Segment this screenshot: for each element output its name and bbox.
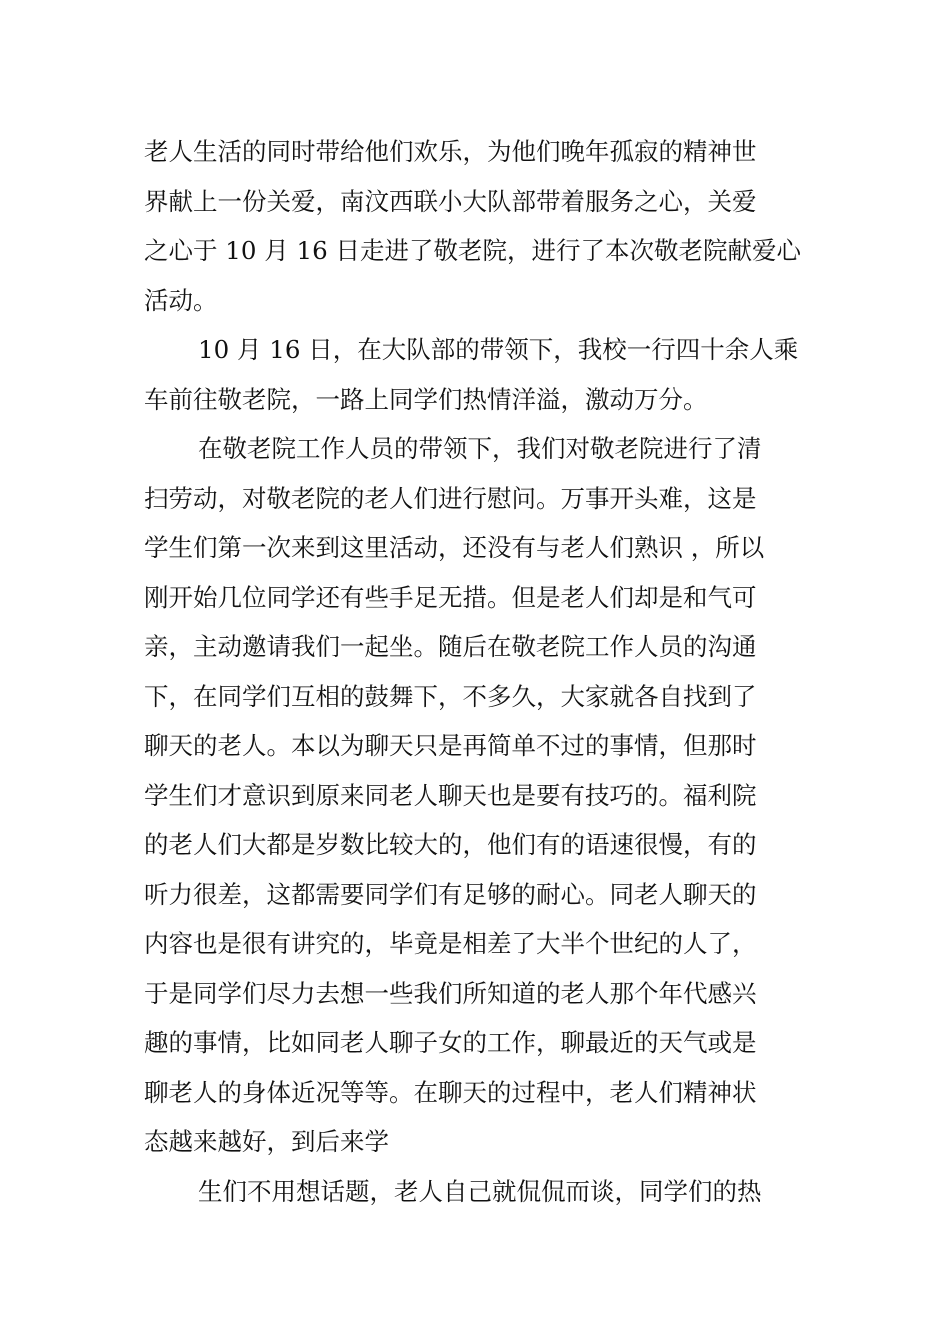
paragraph-4 — [144, 1167, 812, 1217]
text-line: 学生们第一次来到这里活动，还没有与老人们熟识 ，所以 — [144, 533, 765, 562]
text-line: 在敬老院工作人员的带领下，我们对敬老院进行了清 — [198, 434, 762, 463]
text-line: 态越来越好，到后来学 — [144, 1127, 389, 1156]
text-line: 生们不用想话题，老人自己就侃侃而谈，同学们的热 — [198, 1176, 762, 1206]
text-line: 下，在同学们互相的鼓舞下，不多久，大家就各自找到了 — [144, 681, 757, 711]
text-line: 于是同学们尽力去想一些我们所知道的老人那个年代感兴 — [144, 978, 757, 1008]
text-line: 老人生活的同时带给他们欢乐，为他们晚年孤寂的精神世 — [144, 137, 757, 166]
text-line: 听力很差，这都需要同学们有足够的耐心。同老人聊天的 — [144, 879, 757, 909]
text-line: 界献上一份关爱，南汶西联小大队部带着服务之心，关爱 — [144, 186, 757, 216]
body-text — [144, 127, 812, 1216]
text-line: 扫劳动，对敬老院的老人们进行慰问。万事开头难，这是 — [144, 483, 757, 513]
text-line: 聊天的老人。本以为聊天只是再简单不过的事情，但那时 — [144, 731, 757, 760]
text-line: 10 月 16 日，在大队部的带领下，我校一行四十余人乘 — [198, 335, 799, 364]
text-line: 之心于 10 月 16 日走进了敬老院，进行了本次敬老院献爱心 — [144, 236, 801, 265]
text-line: 车前往敬老院，一路上同学们热情洋溢，激动万分。 — [144, 384, 708, 414]
text-line: 活动。 — [144, 285, 218, 315]
text-line: 内容也是很有讲究的，毕竟是相差了大半个世纪的人了， — [144, 929, 757, 958]
text-line: 刚开始几位同学还有些手足无措。但是老人们却是和气可 — [144, 582, 757, 612]
text-line: 趣的事情，比如同老人聊子女的工作，聊最近的天气或是 — [144, 1028, 757, 1057]
text-line: 聊老人的身体近况等等。在聊天的过程中，老人们精神状 — [144, 1077, 757, 1107]
text-line: 学生们才意识到原来同老人聊天也是要有技巧的。福利院 — [144, 780, 757, 810]
paragraph-2 — [144, 325, 812, 424]
text-line: 亲，主动邀请我们一起坐。随后在敬老院工作人员的沟通 — [144, 632, 757, 661]
paragraph-1 — [144, 127, 812, 325]
paragraph-3 — [144, 424, 812, 1167]
text-line: 的老人们大都是岁数比较大的，他们有的语速很慢，有的 — [144, 830, 757, 859]
